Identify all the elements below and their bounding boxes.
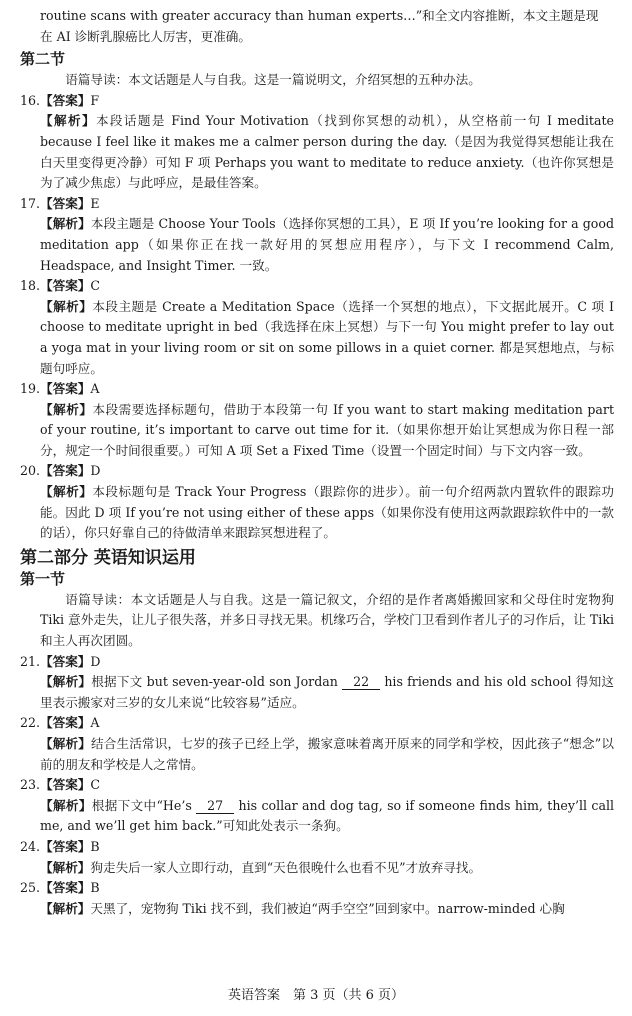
answer-value: F <box>90 92 100 108</box>
answer-value: C <box>90 777 101 793</box>
answer-label: 【答案】 <box>40 381 91 397</box>
analysis-text <box>40 858 614 879</box>
answer-label: 【答案】 <box>40 715 91 731</box>
analysis-text <box>40 672 614 713</box>
answer-item <box>20 379 615 461</box>
question-number: 21. <box>20 653 41 669</box>
analysis-body: his collar and dog tag, so if someone finds him, they’ll call me, and we’ll get him back.”可知此处表示一条狗。 <box>40 797 615 834</box>
answer-item <box>20 276 615 379</box>
analysis-body: 本段标题句是 Track Your Progress（跟踪你的进步）。前一句介绍两款内置软件的跟踪功能。因此 D 项 If you’re not using either of these apps（如果你没有使用这两款跟踪软件中的一款的话），你只好靠自己的待做清单来跟踪冥想进程了。 <box>40 484 614 541</box>
analysis-text <box>40 297 614 379</box>
answer-line <box>20 379 614 400</box>
answer-value: D <box>90 653 101 669</box>
question-number: 20. <box>20 463 41 479</box>
answer-value: B <box>90 838 100 854</box>
section-heading: 第一节 <box>20 569 66 588</box>
intro-line: 在 AI 诊断乳腺癌比人厉害，更准确。 <box>40 28 251 44</box>
answer-list-cloze <box>20 652 615 920</box>
analysis-body: 本段主题是 Choose Your Tools（选择你冥想的工具），E 项 If you’re looking for a good meditation app（如果你正在找一款好用的冥想应用程序），与下文 I recommend Calm, Headspace, and Insight Timer. 一致。 <box>40 216 615 273</box>
analysis-text <box>40 899 614 920</box>
answer-label: 【答案】 <box>40 838 91 854</box>
answer-item <box>20 837 614 878</box>
answer-line <box>20 713 614 734</box>
question-number: 19. <box>20 381 41 397</box>
analysis-label: 【解析】 <box>40 674 92 690</box>
answer-item <box>20 652 614 714</box>
analysis-body: 根据下文 but seven-year-old son Jordan <box>91 674 343 690</box>
analysis-text <box>40 734 614 775</box>
analysis-body: his friends and his old school 得知这里表示搬家对三岁的女儿来说“比较容易”适应。 <box>40 674 614 710</box>
analysis-body: 天黑了，宠物狗 Tiki 找不到，我们被迫“两手空空”回到家中。narrow-minded 心胸 <box>90 900 565 916</box>
part-heading: 第二部分 英语知识运用 <box>20 547 196 568</box>
page-footer: 英语答案 第 3 页（共 6 页） <box>227 988 405 1003</box>
question-number: 22. <box>20 715 41 731</box>
answer-line <box>20 775 614 796</box>
cloze-blank: 27 <box>196 799 234 814</box>
answer-item <box>20 461 614 543</box>
answer-item <box>20 194 615 276</box>
answer-value: D <box>90 463 101 479</box>
answer-line <box>20 276 614 297</box>
analysis-text <box>40 482 614 544</box>
analysis-body: 本段需要选择标题句，借助于本段第一句 If you want to start making meditation part of your routine, it’s important to carve out time for it.（如果你想开始让冥想成为你日程一部分，规定一个时间很重要。）可知 A 项 Set a Fixed Time（设置一个固定时间）与下文内容一致。 <box>40 401 615 458</box>
answer-value: C <box>90 278 101 294</box>
question-number: 24. <box>20 838 41 854</box>
analysis-label: 【解析】 <box>40 736 91 751</box>
answer-label: 【答案】 <box>40 278 91 294</box>
analysis-label: 【解析】 <box>40 484 93 500</box>
analysis-label: 【解析】 <box>40 298 93 314</box>
reading-guide: 语篇导读：本文话题是人与自我。这是一篇记叙文，介绍的是作者离婚搬回家和父母住时宠物狗 Tiki 意外走失，让儿子很失落，并多日寻找无果。机缘巧合，学校门卫看到作者儿子的习作后，让 Tiki 和主人再次团圆。 <box>40 591 614 649</box>
analysis-label: 【解析】 <box>40 401 93 417</box>
answer-label: 【答案】 <box>40 777 91 793</box>
analysis-body: 根据下文中“He’s <box>91 797 197 813</box>
answer-line <box>20 194 614 215</box>
question-number: 23. <box>20 777 41 793</box>
analysis-body: 本段话题是 Find Your Motivation（找到你冥想的动机），从空格前一句 I meditate because I feel like it makes me a calmer person during the day.（是因为我觉得冥想能让我在白天里变得更冷静）可知 F 项 Perhaps you want to meditate to reduce anxiety.（也许你冥想是为了减少焦虑）与此呼应，是最佳答案。 <box>40 113 614 191</box>
analysis-text <box>40 214 614 276</box>
answer-label: 【答案】 <box>40 463 91 479</box>
answer-item <box>20 878 614 919</box>
answer-label: 【答案】 <box>40 195 91 211</box>
section-heading: 第二节 <box>20 50 66 69</box>
answer-line <box>20 652 614 673</box>
analysis-label: 【解析】 <box>40 216 91 232</box>
analysis-label: 【解析】 <box>40 859 91 875</box>
answer-label: 【答案】 <box>40 92 91 108</box>
analysis-label: 【解析】 <box>40 900 91 916</box>
answer-item <box>20 775 615 837</box>
answer-value: B <box>90 880 100 896</box>
answer-line <box>20 461 614 482</box>
question-number: 18. <box>20 278 41 294</box>
question-number: 16. <box>20 92 41 108</box>
analysis-body: 本段主题是 Create a Meditation Space（选择一个冥想的地点），下文据此展开。C 项 I choose to meditate upright in bed（我选择在床上冥想）与下一句 You might prefer to lay out a yoga mat in your living room or sit on some pillows in a quiet corner. 都是冥想地点，与标题句呼应。 <box>40 298 615 376</box>
cloze-blank: 22 <box>342 675 380 690</box>
question-number: 25. <box>20 880 41 896</box>
intro-line: routine scans with greater accuracy than human experts…”和全文内容推断，本文主题是现 <box>40 8 599 23</box>
analysis-text <box>40 400 614 462</box>
analysis-label: 【解析】 <box>40 113 96 129</box>
reading-guide: 语篇导读：本文话题是人与自我。这是一篇说明文，介绍冥想的五种办法。 <box>65 72 481 88</box>
answer-list-section-2 <box>20 91 615 544</box>
analysis-text <box>40 796 614 837</box>
analysis-label: 【解析】 <box>40 797 92 813</box>
answer-item <box>20 91 614 194</box>
answer-line <box>20 91 614 112</box>
question-number: 17. <box>20 195 41 211</box>
answer-value: A <box>90 715 100 731</box>
answer-line <box>20 878 614 899</box>
analysis-text <box>40 111 614 193</box>
analysis-body: 结合生活常识，七岁的孩子已经上学，搬家意味着离开原来的同学和学校，因此孩子“想念”以前的朋友和学校是人之常情。 <box>40 736 614 772</box>
answer-label: 【答案】 <box>40 653 91 669</box>
answer-line <box>20 837 614 858</box>
answer-value: A <box>90 381 100 397</box>
answer-value: E <box>90 195 100 211</box>
answer-item <box>20 713 614 775</box>
answer-label: 【答案】 <box>40 880 91 896</box>
analysis-body: 狗走失后一家人立即行动，直到“天色很晚什么也看不见”才放弃寻找。 <box>90 859 482 875</box>
